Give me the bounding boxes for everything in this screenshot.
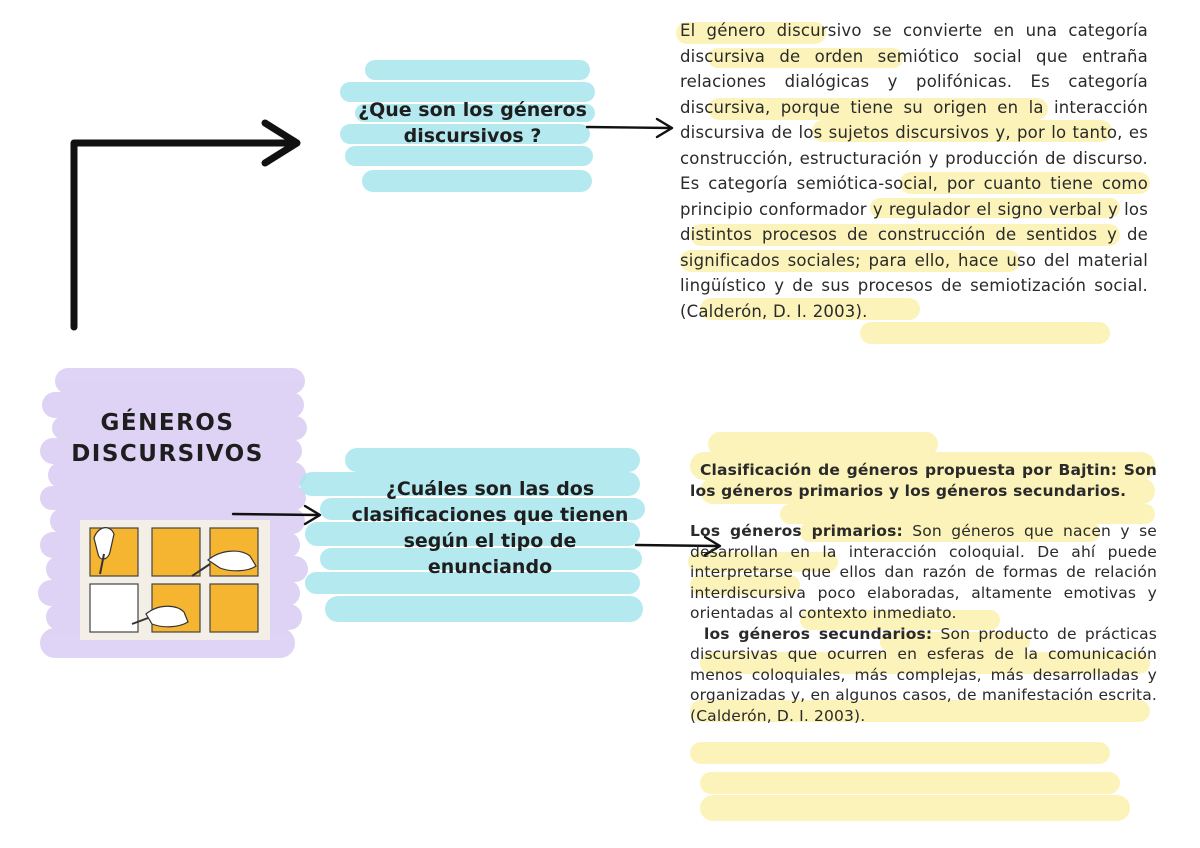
spacer xyxy=(690,501,1157,521)
arrow-right-icon xyxy=(587,119,672,137)
title-line-2: DISCURSIVOS xyxy=(71,441,264,467)
arrow-right-icon xyxy=(74,123,297,327)
classification-heading xyxy=(690,460,1157,501)
hands-writing-illustration xyxy=(80,520,270,640)
primary-genres-paragraph xyxy=(690,521,1157,624)
question-2: ¿Cuáles son las dos clasificaciones que tienen según el tipo de enunciando xyxy=(351,478,629,578)
title-line-1: GÉNEROS xyxy=(100,410,235,436)
diagram-title xyxy=(45,408,290,470)
classification-heading-text: Clasificación de géneros propuesta por Bajtin: Son los géneros primarios y los géneros secundarios. xyxy=(690,461,1157,500)
primary-genres-text: Son géneros que nacen y se desarrollan en la interacción coloquial. De ahí puede interpretarse que ellos dan razón de formas de relación interdiscursiva poco elaboradas, altamente emotivas y orientadas al contexto inmediato. xyxy=(690,522,1157,622)
secondary-genres-text: Son producto de prácticas discursivas que ocurren en esferas de la comunicación menos coloquiales, más complejas, más desarrolladas y organizadas y, en algunos casos, de manifestación escrita. (Calderón, D. I. 2003). xyxy=(690,624,1157,725)
secondary-genres-label: los géneros secundarios: xyxy=(704,624,933,643)
answer-1-paragraph: El género discursivo se convierte en una categoría discursiva de orden semiótico social que entraña relaciones dialógicas y polifónicas. Es categoría discursiva, porque tiene su origen en la interacción discursiva de los sujetos discursivos y, por lo tanto, es construcción, estructuración y producción de discurso. Es categoría semiótica-social, por cuanto tiene como principio conformador y regulador el signo verbal y los distintos procesos de construcción de sentidos y de significados sociales; para ello, hace uso del material lingüístico y de sus procesos de semiotización social. (Calderón, D. I. 2003). xyxy=(680,21,1148,321)
secondary-genres-paragraph xyxy=(690,624,1157,727)
question-1: ¿Que son los géneros discursivos ? xyxy=(358,99,587,147)
primary-genres-label: Los géneros primarios: xyxy=(690,522,903,540)
answer-2-block xyxy=(690,460,1157,726)
